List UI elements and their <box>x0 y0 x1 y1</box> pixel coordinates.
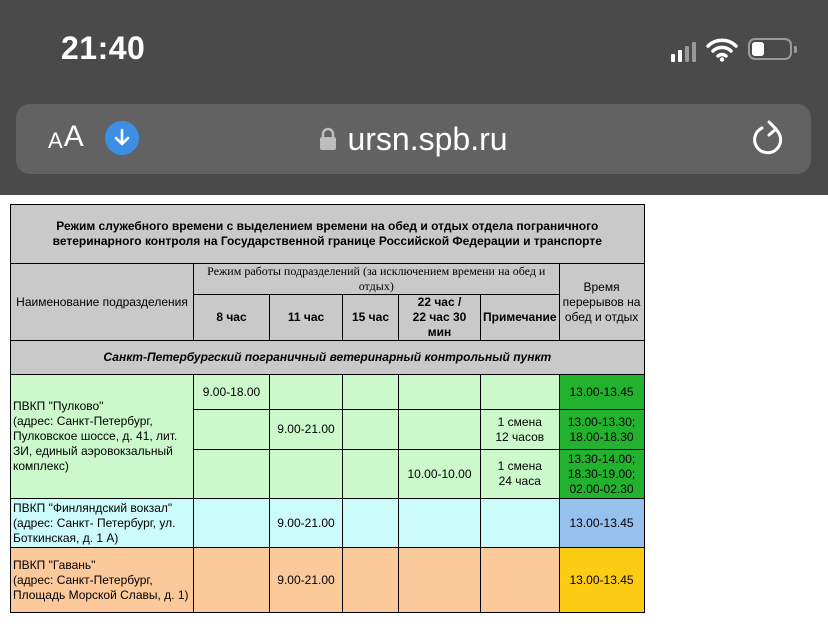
address-bar[interactable] <box>16 104 811 174</box>
text-size-icon: A <box>48 128 63 153</box>
header-note: Примечание <box>481 295 560 341</box>
cell-break: 13.00-13.30; 18.00-18.30 <box>559 410 644 450</box>
table-row <box>11 499 645 548</box>
cell-break: 13.00-13.45 <box>559 548 644 613</box>
cellular-signal-icon <box>671 38 696 62</box>
cell-note <box>481 499 560 548</box>
cell-22h <box>399 410 481 450</box>
cell-8h <box>194 499 270 548</box>
table-title: Режим служебного времени с выделением времени на обед и отдых отдела пограничного ветеринарного контроля на Государственной границе Российской Федерации и транспорте <box>11 205 645 264</box>
battery-icon <box>748 38 796 62</box>
unit-name-finlyandsky: ПВКП "Финляндский вокзал" (адрес: Санкт- Петербург, ул. Боткинская, д. 1 А) <box>11 499 194 548</box>
cell-15h <box>343 410 399 450</box>
cell-15h <box>343 375 399 410</box>
header-15h: 15 час <box>343 295 399 341</box>
cell-8h <box>194 450 270 499</box>
cell-break: 13.00-13.45 <box>559 499 644 548</box>
reload-icon[interactable] <box>751 120 787 158</box>
unit-name-header: Наименование подразделения <box>11 264 194 341</box>
cell-note: 1 смена 12 часов <box>481 410 560 450</box>
cell-11h <box>270 375 343 410</box>
cell-note: 1 смена 24 часа <box>481 450 560 499</box>
schedule-table <box>10 204 645 613</box>
cell-15h <box>343 499 399 548</box>
section-title: Санкт-Петербургский пограничный ветеринарный контрольный пункт <box>11 341 645 375</box>
cell-8h <box>194 410 270 450</box>
wifi-icon <box>706 38 738 62</box>
cell-15h <box>343 450 399 499</box>
cell-11h: 9.00-21.00 <box>270 548 343 613</box>
cell-note <box>481 548 560 613</box>
status-time: 21:40 <box>61 30 146 66</box>
cell-11h: 9.00-21.00 <box>270 410 343 450</box>
cell-15h <box>343 548 399 613</box>
cell-22h: 10.00-10.00 <box>399 450 481 499</box>
cell-22h <box>399 548 481 613</box>
cell-break: 13.00-13.45 <box>559 375 644 410</box>
header-8h: 8 час <box>194 295 270 341</box>
table-row <box>11 548 645 613</box>
url-text: ursn.spb.ru <box>347 120 508 157</box>
unit-name-gavan: ПВКП "Гавань" (адрес: Санкт-Петербург, Площадь Морской Славы, д. 1) <box>11 548 194 613</box>
unit-name-pulkovo: ПВКП "Пулково" (адрес: Санкт-Петербург, Пулковское шоссе, д. 41, лит. ЗИ, единый аэровокзальный комплекс) <box>11 375 194 499</box>
cell-note <box>481 375 560 410</box>
lock-icon <box>319 127 337 151</box>
cell-8h <box>194 548 270 613</box>
status-icons <box>671 34 796 66</box>
break-time-header: Время перерывов на обед и отдых <box>559 264 644 341</box>
url-display[interactable] <box>16 104 811 174</box>
cell-8h: 9.00-18.00 <box>194 375 270 410</box>
table-row <box>11 375 645 410</box>
header-11h: 11 час <box>270 295 343 341</box>
cell-22h <box>399 499 481 548</box>
cell-11h: 9.00-21.00 <box>270 499 343 548</box>
cell-break: 13.30-14.00; 18.30-19.00; 02.00-02.30 <box>559 450 644 499</box>
text-size-button[interactable]: A A <box>48 120 84 153</box>
browser-chrome <box>0 0 828 195</box>
cell-11h <box>270 450 343 499</box>
cell-22h <box>399 375 481 410</box>
work-mode-header: Режим работы подразделений (за исключением времени на обед и отдых) <box>194 264 560 295</box>
header-22h: 22 час / 22 час 30 мин <box>399 295 481 341</box>
